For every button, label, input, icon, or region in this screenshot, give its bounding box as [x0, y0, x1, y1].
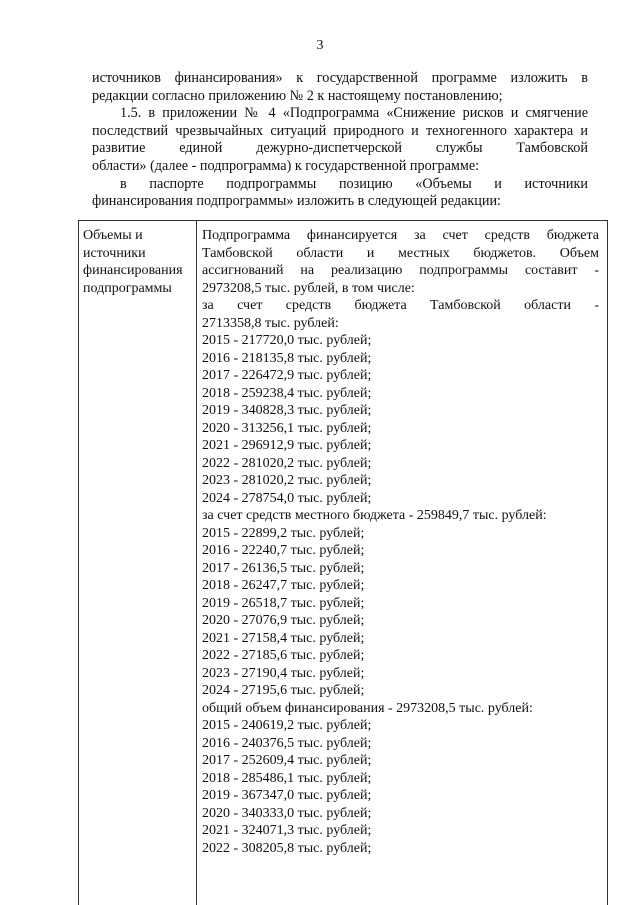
regional-year-row: 2019 - 340828,3 тыс. рублей; — [202, 403, 372, 418]
label-line: подпрограммы — [83, 280, 172, 296]
intro-line: источников финансирования» к государственной программе изложить в — [92, 70, 588, 86]
intro-line: редакции согласно приложению № 2 к настоящему постановлению; — [92, 87, 503, 104]
local-year-row: 2024 - 27195,6 тыс. рублей; — [202, 683, 365, 698]
local-year-row: 2015 - 22899,2 тыс. рублей; — [202, 525, 365, 541]
value-intro-line: Тамбовской области и местных бюджетов. Объем — [202, 245, 599, 261]
local-year-row: 2020 - 27076,9 тыс. рублей; — [202, 613, 365, 628]
regional-year-row: 2023 - 281020,2 тыс. рублей; — [202, 473, 372, 488]
regional-year-row: 2015 - 217720,0 тыс. рублей; — [202, 333, 372, 348]
value-intro-line: 2973208,5 тыс. рублей, в том числе: — [202, 280, 415, 296]
value-intro-line: 2713358,8 тыс. рублей: — [202, 315, 339, 331]
regional-year-row: 2017 - 226472,9 тыс. рублей; — [202, 368, 372, 383]
page-number: 3 — [316, 38, 324, 53]
local-year-row: 2017 - 26136,5 тыс. рублей; — [202, 560, 365, 576]
value-intro-line: Подпрограмма финансируется за счет средств бюджета — [202, 228, 599, 243]
document-intro — [92, 70, 588, 211]
label-line: источники — [83, 245, 146, 261]
item-1-5-line: последствий чрезвычайных ситуаций природного и техногенного характера и — [92, 122, 588, 139]
total-year-row: 2021 - 324071,3 тыс. рублей; — [202, 823, 372, 838]
total-year-row: 2015 - 240619,2 тыс. рублей; — [202, 718, 372, 733]
local-year-row: 2019 - 26518,7 тыс. рублей; — [202, 595, 365, 611]
local-year-row: 2023 - 27190,4 тыс. рублей; — [202, 665, 365, 681]
regional-year-row: 2020 - 313256,1 тыс. рублей; — [202, 420, 372, 436]
value-intro-line: за счет средств бюджета Тамбовской области - — [202, 298, 599, 313]
total-year-row: 2019 - 367347,0 тыс. рублей; — [202, 788, 372, 803]
local-year-row: 2021 - 27158,4 тыс. рублей; — [202, 630, 365, 646]
regional-year-row: 2024 - 278754,0 тыс. рублей; — [202, 490, 372, 506]
funding-table — [78, 220, 608, 905]
total-year-row: 2022 - 308205,8 тыс. рублей; — [202, 840, 372, 856]
regional-year-row: 2022 - 281020,2 тыс. рублей; — [202, 455, 372, 471]
value-intro-line: ассигнований на реализацию подпрограммы составит - — [202, 263, 599, 278]
total-financing-heading: общий объем финансирования - 2973208,5 тыс. рублей: — [202, 700, 533, 716]
total-year-row: 2020 - 340333,0 тыс. рублей; — [202, 805, 372, 821]
passport-line: финансирования подпрограммы» изложить в следующей редакции: — [92, 193, 501, 210]
regional-year-row: 2021 - 296912,9 тыс. рублей; — [202, 438, 372, 453]
total-year-row: 2018 - 285486,1 тыс. рублей; — [202, 770, 372, 786]
table-label-cell — [79, 221, 197, 905]
total-year-row: 2016 - 240376,5 тыс. рублей; — [202, 735, 372, 751]
local-year-row: 2016 - 22240,7 тыс. рублей; — [202, 543, 365, 558]
total-year-row: 2017 - 252609,4 тыс. рублей; — [202, 753, 372, 768]
item-1-5-line: развитие единой дежурно-диспетчерской службы Тамбовской — [92, 140, 588, 157]
item-1-5-line: области» (далее - подпрограмма) к государственной программе: — [92, 157, 480, 174]
table-value-cell — [197, 221, 607, 905]
passport-line: в паспорте подпрограммы позицию «Объемы и источники — [120, 175, 588, 192]
label-line: Объемы и — [83, 228, 143, 243]
local-year-row: 2022 - 27185,6 тыс. рублей; — [202, 648, 365, 663]
local-budget-heading: за счет средств местного бюджета - 259849,7 тыс. рублей: — [202, 508, 547, 523]
local-year-row: 2018 - 26247,7 тыс. рублей; — [202, 578, 365, 593]
label-line: финансирования — [83, 263, 183, 278]
regional-year-row: 2018 - 259238,4 тыс. рублей; — [202, 385, 372, 401]
item-1-5-line: 1.5. в приложении № 4 «Подпрограмма «Снижение рисков и смягчение — [120, 105, 588, 122]
regional-year-row: 2016 - 218135,8 тыс. рублей; — [202, 350, 372, 366]
